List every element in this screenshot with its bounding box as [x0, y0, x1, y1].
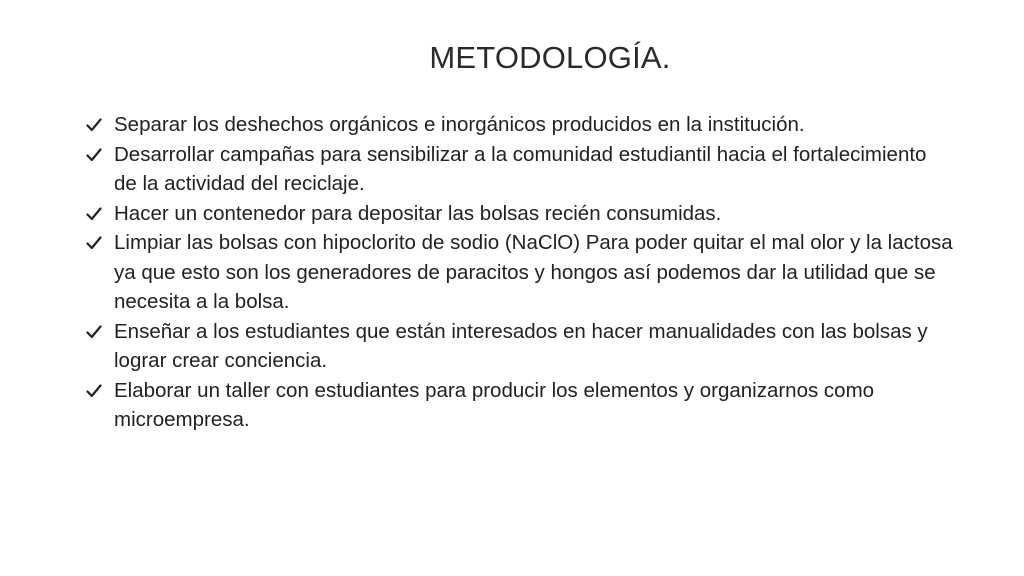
list-item — [84, 317, 954, 376]
list-item-text: Hacer un contenedor para depositar las bolsas recién consumidas. — [114, 201, 722, 225]
checkmark-icon — [84, 110, 106, 140]
list-item — [84, 228, 954, 317]
list-item-text: Limpiar las bolsas con hipoclorito de sodio (NaClO) Para poder quitar el mal olor y la lactosa ya que esto son los generadores de paracitos y hongos así podemos dar la utilidad que se necesita a la bolsa. — [114, 231, 953, 313]
list-item — [84, 199, 954, 229]
list-item — [84, 110, 954, 140]
checkmark-icon — [84, 376, 106, 406]
methodology-list — [84, 110, 954, 435]
list-item-text: Enseñar a los estudiantes que están interesados en hacer manualidades con las bolsas y lograr crear conciencia. — [114, 319, 928, 372]
checkmark-icon — [84, 140, 106, 170]
checkmark-icon — [84, 199, 106, 229]
list-item — [84, 140, 954, 199]
checkmark-icon — [84, 317, 106, 347]
list-item-text: Separar los deshechos orgánicos e inorgánicos producidos en la institución. — [114, 113, 805, 136]
list-item-text: Desarrollar campañas para sensibilizar a la comunidad estudiantil hacia el fortalecimiento de la actividad del reciclaje. — [114, 142, 927, 195]
slide-title: METODOLOGÍA. — [429, 40, 671, 75]
checkmark-icon — [84, 228, 106, 258]
list-item — [84, 376, 954, 435]
list-item-text: Elaborar un taller con estudiantes para producir los elementos y organizarnos como microempresa. — [114, 378, 875, 431]
